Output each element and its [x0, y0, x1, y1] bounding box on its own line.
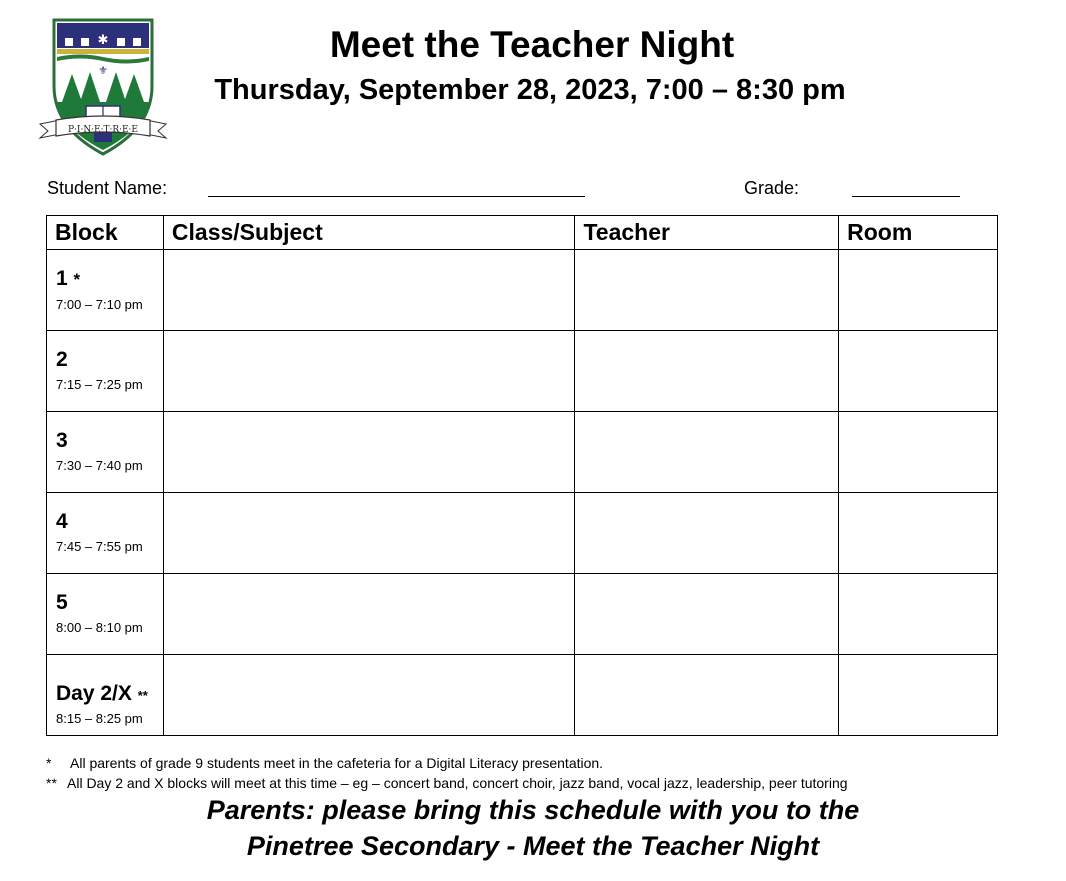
class-subject-cell[interactable] [163, 250, 575, 331]
teacher-cell[interactable] [575, 574, 839, 655]
block-time: 7:30 – 7:40 pm [56, 458, 143, 473]
header-class-subject: Class/Subject [163, 216, 575, 250]
teacher-cell[interactable] [575, 331, 839, 412]
room-cell[interactable] [839, 412, 998, 493]
table-row [47, 250, 998, 331]
block-time: 7:45 – 7:55 pm [56, 539, 143, 554]
footnote-text: All parents of grade 9 students meet in the cafeteria for a Digital Literacy presentation. [70, 755, 604, 771]
footnote-2 [46, 775, 848, 791]
class-subject-cell[interactable] [163, 412, 575, 493]
event-date-subtitle: Thursday, September 28, 2023, 7:00 – 8:30 pm [214, 74, 846, 106]
block-number: 3 [56, 429, 68, 452]
class-subject-cell[interactable] [163, 655, 575, 736]
schedule-table [46, 215, 998, 736]
block-time: 7:15 – 7:25 pm [56, 377, 143, 392]
grade-label: Grade: [744, 178, 800, 198]
block-cell [47, 493, 164, 574]
crest-motto-text: P·I·N·E·T·R·E·E [67, 125, 139, 135]
header-block: Block [47, 216, 164, 250]
header-room: Room [839, 216, 998, 250]
closing-line-1: Parents: please bring this schedule with you to the [206, 795, 860, 825]
teacher-cell[interactable] [575, 493, 839, 574]
table-row [47, 574, 998, 655]
footnote-marker: ** [46, 775, 57, 791]
teacher-cell[interactable] [575, 655, 839, 736]
student-name-line[interactable] [208, 196, 585, 197]
block-number: Day 2/X [56, 682, 132, 705]
footnote-text: All Day 2 and X blocks will meet at this time – eg – concert band, concert choir, jazz band, vocal jazz, leadership, peer tutoring [67, 775, 848, 791]
class-subject-cell[interactable] [163, 574, 575, 655]
grade-line[interactable] [852, 196, 960, 197]
closing-line-2: Pinetree Secondary - Meet the Teacher Night [246, 831, 820, 861]
table-header-row [47, 216, 998, 250]
table-row [47, 493, 998, 574]
student-name-label: Student Name: [47, 178, 168, 198]
room-cell[interactable] [839, 655, 998, 736]
footnote-marker: ** [137, 688, 148, 703]
block-number: 5 [56, 591, 68, 614]
block-cell [47, 331, 164, 412]
block-time: 8:15 – 8:25 pm [56, 711, 143, 726]
school-crest-logo [38, 16, 168, 158]
teacher-cell[interactable] [575, 250, 839, 331]
block-time: 8:00 – 8:10 pm [56, 620, 143, 635]
room-cell[interactable] [839, 331, 998, 412]
svg-text:⚜: ⚜ [98, 64, 108, 77]
page-title: Meet the Teacher Night [329, 24, 735, 65]
class-subject-cell[interactable] [163, 493, 575, 574]
table-row [47, 655, 998, 736]
block-number: 2 [56, 348, 68, 371]
block-cell [47, 412, 164, 493]
class-subject-cell[interactable] [163, 331, 575, 412]
block-cell [47, 250, 164, 331]
block-time: 7:00 – 7:10 pm [56, 297, 143, 312]
room-cell[interactable] [839, 250, 998, 331]
block-number: 4 [56, 510, 68, 533]
table-row [47, 412, 998, 493]
block-number-label [56, 267, 163, 292]
teacher-cell[interactable] [575, 412, 839, 493]
footnote-1 [46, 755, 603, 771]
footnote-marker: * [46, 755, 52, 771]
svg-text:✱: ✱ [97, 33, 109, 48]
block-number: 1 [56, 267, 68, 290]
footnote-marker: * [73, 270, 81, 289]
block-cell [47, 574, 164, 655]
room-cell[interactable] [839, 574, 998, 655]
header-teacher: Teacher [575, 216, 839, 250]
block-number-label [56, 682, 163, 708]
block-cell [47, 655, 164, 736]
room-cell[interactable] [839, 493, 998, 574]
table-row [47, 331, 998, 412]
